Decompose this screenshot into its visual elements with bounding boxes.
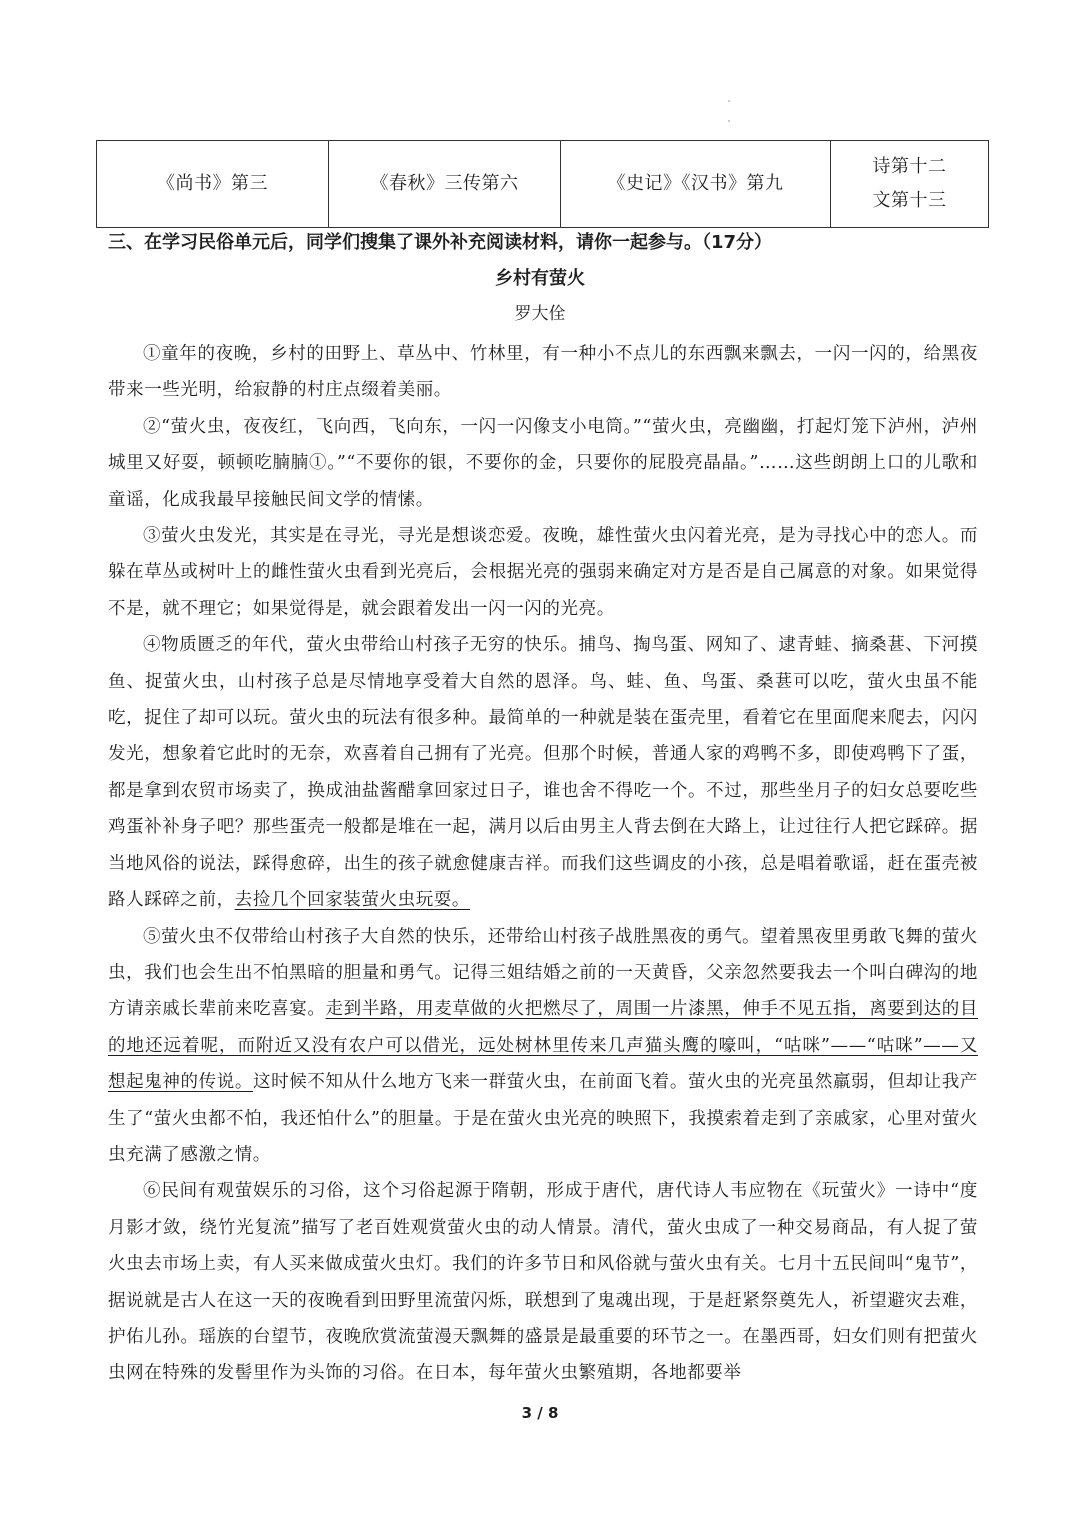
page-number: 3 / 8 (521, 1404, 559, 1422)
table-cell-shiji-hanshu: 《史记》《汉书》第九 (561, 141, 831, 228)
scan-specks (728, 100, 734, 130)
paragraph-5-text-a: ⑤萤火虫不仅带给山村孩子大自然的快乐，还带给山村孩子战胜黑夜的勇气。望着黑夜里勇敢飞舞的萤火虫，我们也会生出不怕黑暗的胆量和勇气。记得三姐结婚之前的一天黄昏，父亲忽然要我去一个叫白碑沟的地方请亲戚长辈前来吃喜宴。 (108, 926, 978, 1020)
table-cell-shi-wen: 诗第十二 文第十三 (831, 141, 989, 228)
underlined-sentence-1: 去捡几个回家装萤火虫玩耍。 (234, 890, 471, 911)
article-body (108, 336, 978, 1392)
paragraph-5-text-b: 这时候不知从什么地方飞来一群萤火虫，在前面飞着。萤火虫的光亮虽然羸弱，但却让我产生了“萤火虫都不怕，我还怕什么”的胆量。于是在萤火虫光亮的映照下，我摸索着走到了亲戚家，心里对萤火虫充满了感激之情。 (108, 1072, 978, 1165)
section-heading: 三、在学习民俗单元后，同学们搜集了课外补充阅读材料，请你一起参与。（17分） (108, 232, 773, 253)
table-cell-shangshu: 《尚书》第三 (97, 141, 329, 228)
reading-order-table (96, 140, 989, 228)
paragraph-6: ⑥民间有观萤娱乐的习俗，这个习俗起源于隋朝，形成于唐代，唐代诗人韦应物在《玩萤火》一诗中“度月影才敛，绕竹光复流”描写了老百姓观赏萤火虫的动人情景。清代，萤火虫成了一种交易商品，有人捉了萤火虫去市场上卖，有人买来做成萤火虫灯。我们的许多节日和风俗就与萤火虫有关。七月十五民间叫“鬼节”，据说就是古人在这一天的夜晚看到田野里流萤闪烁，联想到了鬼魂出现，于是赶紧祭奠先人，祈望避灾去难，护佑儿孙。瑶族的台望节，夜晚欣赏流萤漫天飘舞的盛景是最重要的环节之一。在墨西哥，妇女们则有把萤火虫网在特殊的发髻里作为头饰的习俗。在日本，每年萤火虫繁殖期，各地都要举 (108, 1181, 978, 1384)
paragraph-4 (108, 627, 978, 918)
paragraph-5 (108, 919, 978, 1174)
underlined-sentence-2: 走到半路，用麦草做的火把燃尽了，周围一片漆黑，伸手不见五指，离要到达的目的地还远着呢，而附近又没有农户可以借光，远处树林里传来几声猫头鹰的嚎叫，“咕咪”——“咕咪”——又想起鬼神的传说。 (108, 999, 978, 1093)
article-author: 罗大佺 (514, 304, 566, 324)
article-title: 乡村有萤火 (495, 268, 585, 289)
table-row (97, 141, 989, 228)
table-cell-chunqiu: 《春秋》三传第六 (329, 141, 561, 228)
paragraph-4-text: ④物质匮乏的年代，萤火虫带给山村孩子无穷的快乐。捕鸟、掏鸟蛋、网知了、逮青蛙、摘桑葚、下河摸鱼、捉萤火虫，山村孩子总是尽情地享受着大自然的恩泽。鸟、蛙、鱼、鸟蛋、桑葚可以吃，萤火虫虽不能吃，捉住了却可以玩。萤火虫的玩法有很多种。最简单的一种就是装在蛋壳里，看着它在里面爬来爬去，闪闪发光，想象着它此时的无奈，欢喜着自己拥有了光亮。但那个时候，普通人家的鸡鸭不多，即使鸡鸭下了蛋，都是拿到农贸市场卖了，换成油盐酱醋拿回家过日子，谁也舍不得吃一个。不过，那些坐月子的妇女总要吃些鸡蛋补补身子吧？那些蛋壳一般都是堆在一起，满月以后由男主人背去倒在大路上，让过往行人把它踩碎。据当地风俗的说法，踩得愈碎，出生的孩子就愈健康吉祥。而我们这些调皮的小孩，总是唱着歌谣，赶在蛋壳被路人踩碎之前， (108, 635, 978, 911)
paragraph-2: ②“萤火虫，夜夜红，飞向西，飞向东，一闪一闪像支小电筒。”“萤火虫，亮幽幽，打起灯笼下泸州，泸州城里又好耍，顿顿吃腩腩①。”“不要你的银，不要你的金，只要你的屁股亮晶晶。”……这些朗朗上口的儿歌和童谣，化成我最早接触民间文学的情愫。 (108, 416, 978, 510)
paragraph-1: ①童年的夜晚，乡村的田野上、草丛中、竹林里，有一种小不点儿的东西飘来飘去，一闪一闪的，给黑夜带来一些光明，给寂静的村庄点缀着美丽。 (108, 344, 978, 401)
paragraph-3: ③萤火虫发光，其实是在寻光，寻光是想谈恋爱。夜晚，雄性萤火虫闪着光亮，是为寻找心中的恋人。而躲在草丛或树叶上的雌性萤火虫看到光亮后，会根据光亮的强弱来确定对方是否是自己属意的对象。如果觉得不是，就不理它；如果觉得是，就会跟着发出一闪一闪的光亮。 (108, 526, 978, 619)
